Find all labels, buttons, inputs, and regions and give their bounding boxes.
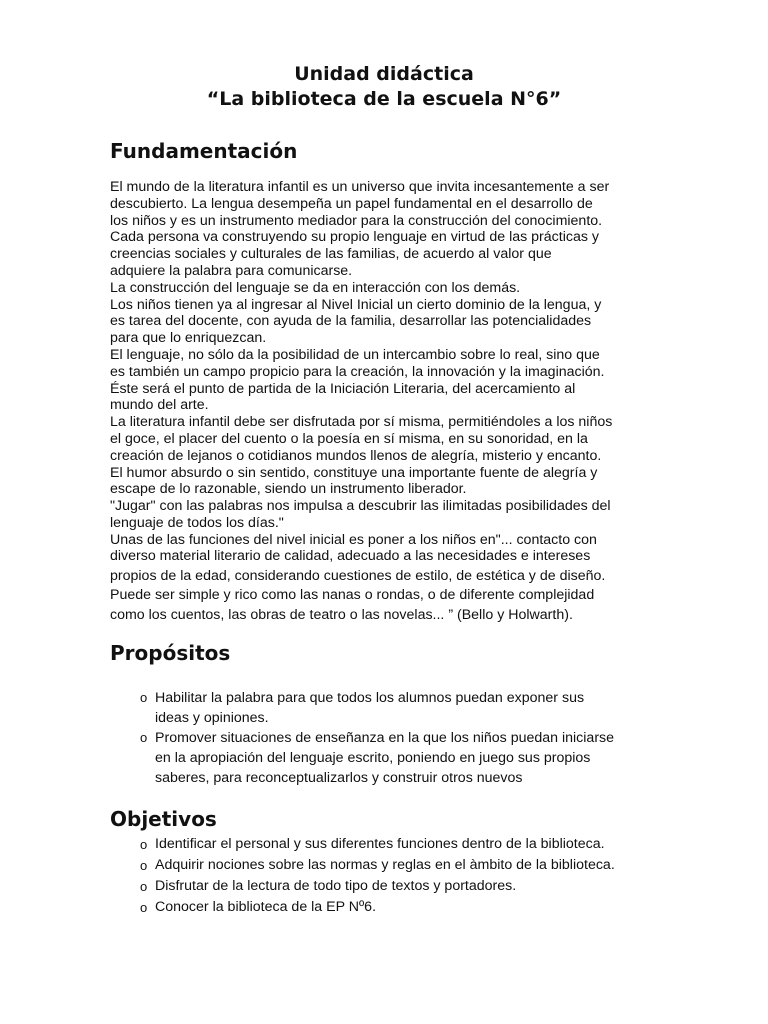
text-line: saberes, para reconceptualizarlos y construir otros nuevos xyxy=(155,770,523,786)
text-line: propios de la edad, considerando cuestiones de estilo, de estética y de diseño. xyxy=(110,567,606,584)
text-line: descubierto. La lengua desempeña un papel fundamental en el desarrollo de xyxy=(110,195,593,212)
bullet-icon: o xyxy=(140,900,148,915)
text-line: lenguaje de todos los días." xyxy=(110,514,284,531)
list-item xyxy=(110,876,670,897)
list-item xyxy=(110,688,670,728)
text-line: para que lo enriquezcan. xyxy=(110,330,267,347)
text-line: La construcción del lenguaje se da en interacción con los demás. xyxy=(110,279,521,296)
bullet-icon: o xyxy=(140,858,148,873)
text-line: Éste será el punto de partida de la Iniciación Literaria, del acercamiento al xyxy=(110,380,576,397)
text-line: Habilitar la palabra para que todos los alumnos puedan exponer sus xyxy=(155,690,585,706)
text-line: creencias sociales y culturales de las familias, de acuerdo al valor que xyxy=(110,246,552,263)
text-line: El lenguaje, no sólo da la posibilidad de un intercambio sobre lo real, sino que xyxy=(110,346,600,363)
objetivos-list xyxy=(110,834,670,918)
title-line-1: Unidad didáctica xyxy=(294,63,474,85)
heading-fundamentacion: Fundamentación xyxy=(110,139,298,163)
text-line: Cada persona va construyendo su propio lenguaje en virtud de las prácticas y xyxy=(110,229,599,246)
text-line: adquiere la palabra para comunicarse. xyxy=(110,262,353,279)
bullet-icon: o xyxy=(140,879,148,894)
text-line: como los cuentos, las obras de teatro o las novelas... ” (Bello y Holwarth). xyxy=(110,606,573,623)
heading-objetivos: Objetivos xyxy=(110,807,217,831)
bullet-icon: o xyxy=(140,837,148,852)
text-line: Identificar el personal y sus diferentes funciones dentro de la biblioteca. xyxy=(155,836,605,852)
text-line: creación de lejanos o cotidianos mundos llenos de alegría, misterio y encanto. xyxy=(110,447,602,464)
list-item xyxy=(110,855,670,876)
list-item xyxy=(110,728,670,788)
text-line: Puede ser simple y rico como las nanas o rondas, o de diferente complejidad xyxy=(110,587,595,604)
fundamentacion-quote xyxy=(110,547,670,625)
title-line-2: “La biblioteca de la escuela N°6” xyxy=(206,88,562,110)
text-line: en la apropiación del lenguaje escrito, poniendo en juego sus propios xyxy=(155,750,591,766)
text-line: Los niños tienen ya al ingresar al Nivel Inicial un cierto dominio de la lengua, y xyxy=(110,296,602,313)
document-title xyxy=(0,62,768,112)
bullet-icon: o xyxy=(140,690,148,705)
fundamentacion-text xyxy=(110,179,670,549)
text-line: La literatura infantil debe ser disfrutada por sí misma, permitiéndoles a los niños xyxy=(110,414,613,431)
text-line: Conocer la biblioteca de la EP Nº6. xyxy=(155,899,377,915)
list-item xyxy=(110,897,670,918)
text-line: Disfrutar de la lectura de todo tipo de textos y portadores. xyxy=(155,878,517,894)
text-line: El mundo de la literatura infantil es un universo que invita incesantemente a ser xyxy=(110,179,610,195)
text-line: es también un campo propicio para la creación, la innovación y la imaginación. xyxy=(110,363,605,380)
text-line: Unas de las funciones del nivel inicial es poner a los niños en"... contacto con xyxy=(110,531,597,548)
propositos-list xyxy=(110,688,670,788)
text-line: los niños y es un instrumento mediador para la construcción del conocimiento. xyxy=(110,212,603,229)
text-line: el goce, el placer del cuento o la poesía en sí misma, en su sonoridad, en la xyxy=(110,430,588,447)
text-line: ideas y opiniones. xyxy=(155,710,269,726)
text-line: "Jugar" con las palabras nos impulsa a descubrir las ilimitadas posibilidades del xyxy=(110,498,611,515)
list-item xyxy=(110,834,670,855)
text-line: mundo del arte. xyxy=(110,397,209,414)
text-line: diverso material literario de calidad, adecuado a las necesidades e intereses xyxy=(110,548,591,564)
text-line: escape de lo razonable, siendo un instrumento liberador. xyxy=(110,481,467,498)
text-line: es tarea del docente, con ayuda de la familia, desarrollar las potencialidades xyxy=(110,313,592,330)
heading-propositos: Propósitos xyxy=(110,641,231,665)
text-line: Adquirir nociones sobre las normas y reglas en el àmbito de la biblioteca. xyxy=(155,857,615,873)
bullet-icon: o xyxy=(140,730,148,745)
text-line: Promover situaciones de enseñanza en la que los niños puedan iniciarse xyxy=(155,730,615,746)
text-line: El humor absurdo o sin sentido, constituye una importante fuente de alegría y xyxy=(110,464,598,481)
